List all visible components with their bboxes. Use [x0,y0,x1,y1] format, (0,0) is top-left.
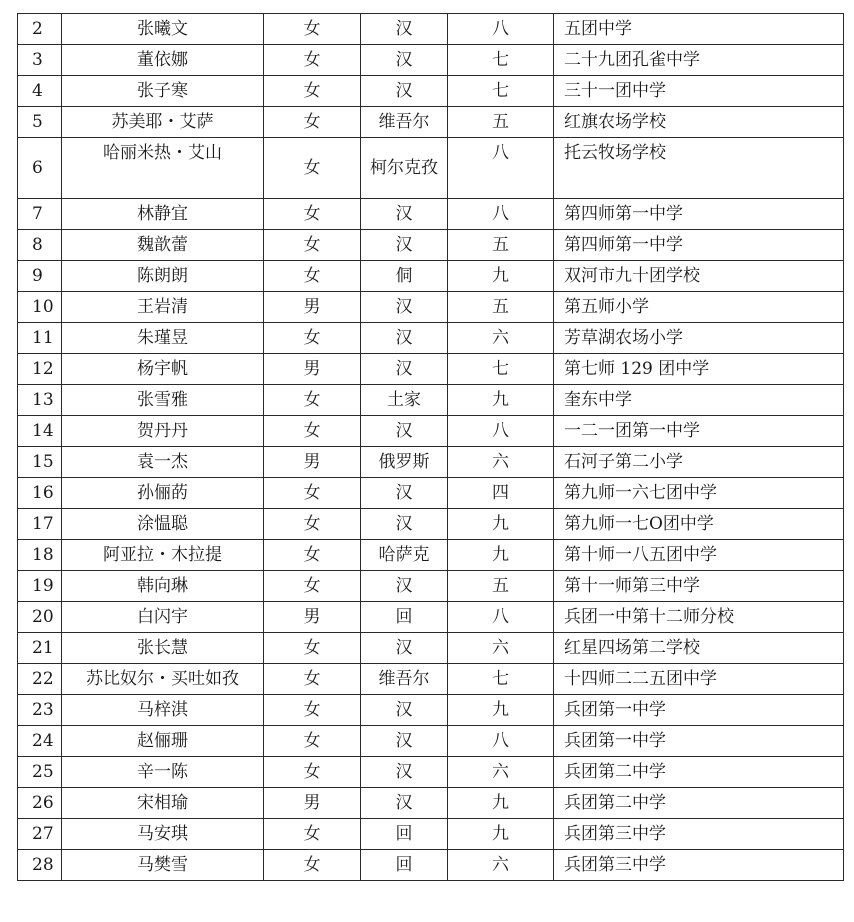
roster-body [18,14,844,881]
student-name: 陈朗朗 [62,261,264,292]
ethnicity-cell: 汉 [361,695,448,726]
school-cell: 第十一师第三中学 [554,571,844,602]
student-name: 赵俪珊 [62,726,264,757]
school-cell: 二十九团孔雀中学 [554,45,844,76]
row-number: 25 [18,757,62,788]
student-name: 马安琪 [62,819,264,850]
table-row [18,478,844,509]
table-row [18,819,844,850]
student-name: 董依娜 [62,45,264,76]
row-number: 14 [18,416,62,447]
student-name: 张子寒 [62,76,264,107]
row-number: 21 [18,633,62,664]
grade-cell: 八 [448,138,554,199]
grade-cell: 五 [448,230,554,261]
ethnicity-cell: 哈萨克 [361,540,448,571]
ethnicity-cell: 汉 [361,230,448,261]
row-number: 20 [18,602,62,633]
school-cell: 兵团第二中学 [554,788,844,819]
school-cell: 兵团第一中学 [554,726,844,757]
student-name: 张长慧 [62,633,264,664]
ethnicity-cell: 汉 [361,292,448,323]
student-name: 魏歆蕾 [62,230,264,261]
student-name: 袁一杰 [62,447,264,478]
grade-cell: 六 [448,323,554,354]
student-name: 朱瑾昱 [62,323,264,354]
gender-cell: 女 [264,540,361,571]
grade-cell: 九 [448,385,554,416]
table-row [18,138,844,199]
student-name: 王岩清 [62,292,264,323]
ethnicity-cell: 维吾尔 [361,107,448,138]
grade-cell: 七 [448,76,554,107]
student-name: 苏比奴尔・买吐如孜 [62,664,264,695]
student-name: 林静宜 [62,199,264,230]
school-cell: 托云牧场学校 [554,138,844,199]
gender-cell: 男 [264,602,361,633]
ethnicity-cell: 维吾尔 [361,664,448,695]
table-row [18,633,844,664]
school-cell: 红星四场第二学校 [554,633,844,664]
school-cell: 五团中学 [554,14,844,45]
ethnicity-cell: 回 [361,602,448,633]
row-number: 5 [18,107,62,138]
table-row [18,199,844,230]
gender-cell: 女 [264,478,361,509]
table-row [18,107,844,138]
row-number: 13 [18,385,62,416]
ethnicity-cell: 柯尔克孜 [361,138,448,199]
gender-cell: 女 [264,230,361,261]
ethnicity-cell: 汉 [361,478,448,509]
grade-cell: 七 [448,664,554,695]
grade-cell: 八 [448,416,554,447]
row-number: 26 [18,788,62,819]
ethnicity-cell: 汉 [361,509,448,540]
row-number: 17 [18,509,62,540]
school-cell: 兵团第三中学 [554,850,844,881]
row-number: 16 [18,478,62,509]
table-row [18,45,844,76]
grade-cell: 四 [448,478,554,509]
ethnicity-cell: 土家 [361,385,448,416]
gender-cell: 男 [264,354,361,385]
school-cell: 第九师一七O团中学 [554,509,844,540]
gender-cell: 女 [264,664,361,695]
school-cell: 第十师一八五团中学 [554,540,844,571]
ethnicity-cell: 回 [361,819,448,850]
table-row [18,695,844,726]
row-number: 12 [18,354,62,385]
student-name: 杨宇帆 [62,354,264,385]
gender-cell: 女 [264,323,361,354]
gender-cell: 男 [264,788,361,819]
gender-cell: 女 [264,819,361,850]
grade-cell: 八 [448,14,554,45]
table-row [18,416,844,447]
gender-cell: 女 [264,76,361,107]
grade-cell: 五 [448,107,554,138]
row-number: 2 [18,14,62,45]
gender-cell: 女 [264,107,361,138]
grade-cell: 八 [448,726,554,757]
student-name: 苏美耶・艾萨 [62,107,264,138]
school-cell: 兵团一中第十二师分校 [554,602,844,633]
grade-cell: 五 [448,292,554,323]
student-name: 张雪雅 [62,385,264,416]
ethnicity-cell: 汉 [361,416,448,447]
row-number: 11 [18,323,62,354]
student-name: 孙俪菂 [62,478,264,509]
student-name: 涂愠聪 [62,509,264,540]
row-number: 4 [18,76,62,107]
student-name: 哈丽米热・艾山 [62,138,264,199]
row-number: 23 [18,695,62,726]
table-row [18,76,844,107]
school-cell: 第四师第一中学 [554,230,844,261]
table-row [18,726,844,757]
student-name: 张曦文 [62,14,264,45]
gender-cell: 女 [264,45,361,76]
table-row [18,540,844,571]
table-row [18,292,844,323]
school-cell: 双河市九十团学校 [554,261,844,292]
student-name: 阿亚拉・木拉提 [62,540,264,571]
student-name: 马樊雪 [62,850,264,881]
grade-cell: 六 [448,447,554,478]
school-cell: 奎东中学 [554,385,844,416]
ethnicity-cell: 汉 [361,571,448,602]
gender-cell: 女 [264,138,361,199]
school-cell: 第五师小学 [554,292,844,323]
gender-cell: 女 [264,633,361,664]
grade-cell: 六 [448,850,554,881]
school-cell: 红旗农场学校 [554,107,844,138]
ethnicity-cell: 汉 [361,354,448,385]
table-row [18,571,844,602]
gender-cell: 男 [264,292,361,323]
gender-cell: 男 [264,447,361,478]
gender-cell: 女 [264,850,361,881]
row-number: 3 [18,45,62,76]
gender-cell: 女 [264,261,361,292]
gender-cell: 女 [264,416,361,447]
ethnicity-cell: 汉 [361,199,448,230]
row-number: 19 [18,571,62,602]
grade-cell: 八 [448,199,554,230]
gender-cell: 女 [264,509,361,540]
grade-cell: 七 [448,354,554,385]
row-number: 7 [18,199,62,230]
grade-cell: 六 [448,757,554,788]
ethnicity-cell: 汉 [361,45,448,76]
grade-cell: 九 [448,509,554,540]
ethnicity-cell: 汉 [361,788,448,819]
table-row [18,664,844,695]
table-row [18,385,844,416]
school-cell: 兵团第二中学 [554,757,844,788]
table-row [18,602,844,633]
row-number: 24 [18,726,62,757]
grade-cell: 八 [448,602,554,633]
ethnicity-cell: 汉 [361,757,448,788]
grade-cell: 六 [448,633,554,664]
gender-cell: 女 [264,199,361,230]
student-name: 韩向琳 [62,571,264,602]
student-name: 宋相瑜 [62,788,264,819]
gender-cell: 女 [264,726,361,757]
grade-cell: 五 [448,571,554,602]
student-name: 辛一陈 [62,757,264,788]
school-cell: 第七师 129 团中学 [554,354,844,385]
school-cell: 十四师二二五团中学 [554,664,844,695]
student-name: 马梓淇 [62,695,264,726]
ethnicity-cell: 回 [361,850,448,881]
table-row [18,850,844,881]
ethnicity-cell: 汉 [361,633,448,664]
grade-cell: 九 [448,540,554,571]
row-number: 15 [18,447,62,478]
student-name: 贺丹丹 [62,416,264,447]
table-row [18,354,844,385]
grade-cell: 七 [448,45,554,76]
school-cell: 三十一团中学 [554,76,844,107]
student-name: 白闪宇 [62,602,264,633]
school-cell: 兵团第一中学 [554,695,844,726]
gender-cell: 女 [264,757,361,788]
table-row [18,261,844,292]
row-number: 9 [18,261,62,292]
ethnicity-cell: 汉 [361,323,448,354]
grade-cell: 九 [448,261,554,292]
row-number: 28 [18,850,62,881]
row-number: 10 [18,292,62,323]
ethnicity-cell: 汉 [361,726,448,757]
table-row [18,230,844,261]
school-cell: 第九师一六七团中学 [554,478,844,509]
row-number: 22 [18,664,62,695]
school-cell: 第四师第一中学 [554,199,844,230]
table-row [18,323,844,354]
table-row [18,14,844,45]
gender-cell: 女 [264,571,361,602]
ethnicity-cell: 俄罗斯 [361,447,448,478]
grade-cell: 九 [448,695,554,726]
row-number: 27 [18,819,62,850]
row-number: 6 [18,138,62,199]
school-cell: 一二一团第一中学 [554,416,844,447]
ethnicity-cell: 侗 [361,261,448,292]
table-row [18,788,844,819]
gender-cell: 女 [264,14,361,45]
ethnicity-cell: 汉 [361,14,448,45]
ethnicity-cell: 汉 [361,76,448,107]
grade-cell: 九 [448,819,554,850]
row-number: 18 [18,540,62,571]
gender-cell: 女 [264,695,361,726]
table-row [18,757,844,788]
gender-cell: 女 [264,385,361,416]
table-row [18,447,844,478]
school-cell: 兵团第三中学 [554,819,844,850]
row-number: 8 [18,230,62,261]
student-roster-table [17,13,844,881]
grade-cell: 九 [448,788,554,819]
table-row [18,509,844,540]
school-cell: 石河子第二小学 [554,447,844,478]
school-cell: 芳草湖农场小学 [554,323,844,354]
